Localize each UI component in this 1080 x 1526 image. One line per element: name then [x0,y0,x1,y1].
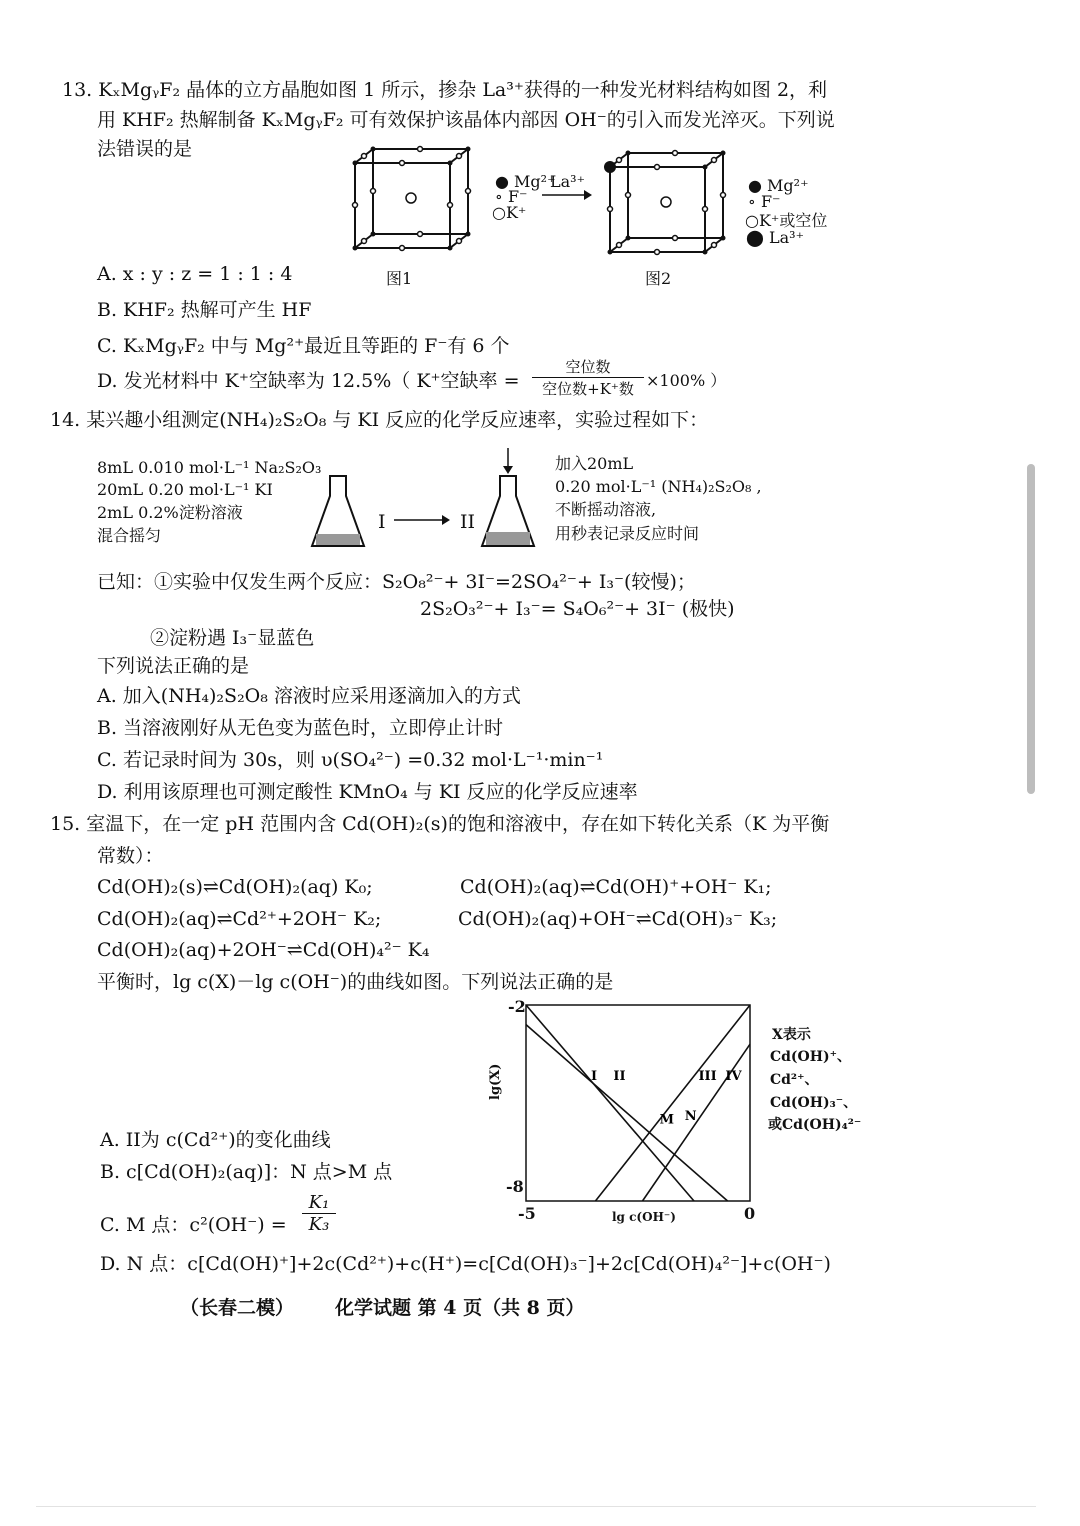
q13-option-d: D. 发光材料中 K⁺空缺率为 12.5%（ K⁺空缺率 = [97,370,520,392]
legend1-mg: ● Mg²⁺ [495,172,556,191]
vacancy-fraction: 空位数 空位数+K⁺数 [532,356,644,399]
q13-stem-line3: 法错误的是 [97,138,193,160]
figure1-caption: 图1 [386,269,413,288]
q15-stem-line1: 15. 室温下，在一定 pH 范围内含 Cd(OH)₂(s)的饱和溶液中，存在如下转化关系（K 为平衡 [50,813,830,835]
q15-stem-line2: 常数）： [97,845,164,867]
q15-option-c: C. M 点：c²(OH⁻) = [100,1214,287,1236]
flask-i-icon [308,472,368,552]
label-i: I [378,511,386,533]
q14-known-3: ②淀粉遇 I₃⁻显蓝色 [150,627,315,649]
legend-line-3: Cd²⁺、 [770,1072,819,1088]
curve-label-II: II [613,1069,626,1085]
label-ii: II [460,511,476,533]
q13-option-c: C. KₓMgᵧF₂ 中与 Mg²⁺最近且等距的 F⁻有 6 个 [97,335,510,357]
figure2-caption: 图2 [645,269,672,288]
arrow-label: La³⁺ [550,172,586,191]
q13-option-d-tail: ×100% ） [646,371,727,390]
q14-right-line4: 用秒表记录反应时间 [555,524,700,543]
q14-known-1: 已知：①实验中仅发生两个反应：S₂O₈²⁻+ 3I⁻=2SO₄²⁻+ I₃⁻(较慢)； [97,571,696,593]
legend2-mg: ● Mg²⁺ [748,176,809,195]
q15-eq5: Cd(OH)₂(aq)+2OH⁻⇌Cd(OH)₄²⁻ K₄ [97,939,430,961]
x-tick-left: -5 [518,1204,536,1223]
q14-option-a: A. 加入(NH₄)₂S₂O₈ 溶液时应采用逐滴加入的方式 [97,685,521,707]
y-tick-top: -2 [508,997,526,1016]
series-line-II [526,1025,728,1201]
x-tick-right: 0 [744,1204,756,1223]
bottom-divider [36,1506,1036,1507]
q14-right-line3: 不断摇动溶液, [555,500,657,519]
q14-right-line2: 0.20 mol·L⁻¹ (NH₄)₂S₂O₈ , [555,477,762,496]
curve-label-III: III [698,1069,717,1085]
series-line-I [526,1005,694,1201]
q15-eq4: Cd(OH)₂(aq)+OH⁻⇌Cd(OH)₃⁻ K₃; [458,908,778,930]
q14-option-b: B. 当溶液刚好从无色变为蓝色时，立即停止计时 [97,717,504,739]
q15-option-d: D. N 点：c[Cd(OH)⁺]+2c(Cd²⁺)+c(H⁺)=c[Cd(OH)₃⁻]+2c[Cd(OH)₄²⁻]+c(OH⁻) [100,1253,831,1275]
q13-stem-line1: 13. KₓMgᵧF₂ 晶体的立方晶胞如图 1 所示，掺杂 La³⁺获得的一种发光材料结构如图 2，利 [62,79,828,101]
q14-left-line4: 混合摇匀 [97,526,162,545]
point-label-M: M [659,1112,674,1128]
q14-stem: 14. 某兴趣小组测定(NH₄)₂S₂O₈ 与 KI 反应的化学反应速率，实验过程如下： [50,409,709,431]
legend-line-4: Cd(OH)₃⁻、 [770,1095,858,1111]
crystal-cell-figure-2 [600,145,735,260]
reaction-arrow-icon [392,512,452,528]
q14-option-d: D. 利用该原理也可测定酸性 KMnO₄ 与 KI 反应的化学反应速率 [97,781,638,803]
q14-right-line1: 加入20mL [555,454,634,473]
chart-frame [526,1005,750,1201]
legend-line-1: X表示 [772,1027,811,1043]
footer-center: 化学试题 第 4 页（共 8 页） [335,1297,585,1319]
q14-left-line1: 8mL 0.010 mol·L⁻¹ Na₂S₂O₃ [97,458,322,477]
q13-option-b: B. KHF₂ 热解可产生 HF [97,299,312,321]
q14-left-line3: 2mL 0.2%淀粉溶液 [97,503,243,522]
scrollbar[interactable] [1027,464,1035,794]
q14-left-line2: 20mL 0.20 mol·L⁻¹ KI [97,480,273,499]
legend1-k: ○K⁺ [492,203,527,222]
q15-stem-line3: 平衡时，lg c(X)－lg c(OH⁻)的曲线如图。下列说法正确的是 [97,971,614,993]
flask-ii-icon [478,446,538,552]
q15-option-a: A. II为 c(Cd²⁺)的变化曲线 [100,1129,331,1151]
q15-option-b: B. c[Cd(OH)₂(aq)]：N 点>M 点 [100,1161,393,1183]
q13-stem-line2: 用 KHF₂ 热解制备 KₓMgᵧF₂ 可有效保护该晶体内部因 OH⁻的引入而发光淬灭。下列说 [97,109,835,131]
lg-curve-chart [490,995,770,1235]
y-tick-bottom: -8 [506,1177,524,1196]
legend1-f: ∘ F⁻ [495,187,528,206]
crystal-cell-figure-1 [345,145,480,260]
q15-eq1: Cd(OH)₂(s)⇌Cd(OH)₂(aq) K₀; [97,876,373,898]
q15-eq3: Cd(OH)₂(aq)⇌Cd²⁺+2OH⁻ K₂; [97,908,382,930]
footer-left: （长春二模） [180,1297,295,1319]
series-line-III [595,1005,750,1201]
y-axis-label: lg(X) [488,1063,503,1100]
legend2-la: ⬤ La³⁺ [746,228,805,247]
q14-known-2: 2S₂O₃²⁻+ I₃⁻= S₄O₆²⁻+ 3I⁻ (极快) [420,598,735,620]
q15-eq2: Cd(OH)₂(aq)⇌Cd(OH)⁺+OH⁻ K₁; [460,876,772,898]
curve-label-I: I [590,1069,598,1085]
legend2-k: ○K⁺或空位 [745,211,828,230]
curve-label-IV: IV [725,1069,742,1085]
legend-line-2: Cd(OH)⁺、 [770,1049,851,1065]
q14-question: 下列说法正确的是 [97,655,250,677]
point-label-N: N [684,1109,697,1125]
q13-option-a: A. x : y : z = 1 : 1 : 4 [97,263,293,285]
k-fraction: $\frac{\text{K₁}}{\text{K₃}}$ [302,1192,336,1235]
legend-line-5: 或Cd(OH)₄²⁻ [768,1117,862,1133]
x-axis-label: lg c(OH⁻) [612,1210,676,1224]
q14-option-c: C. 若记录时间为 30s，则 υ(SO₄²⁻) =0.32 mol·L⁻¹·min⁻¹ [97,749,604,771]
legend2-f: ∘ F⁻ [748,192,781,211]
